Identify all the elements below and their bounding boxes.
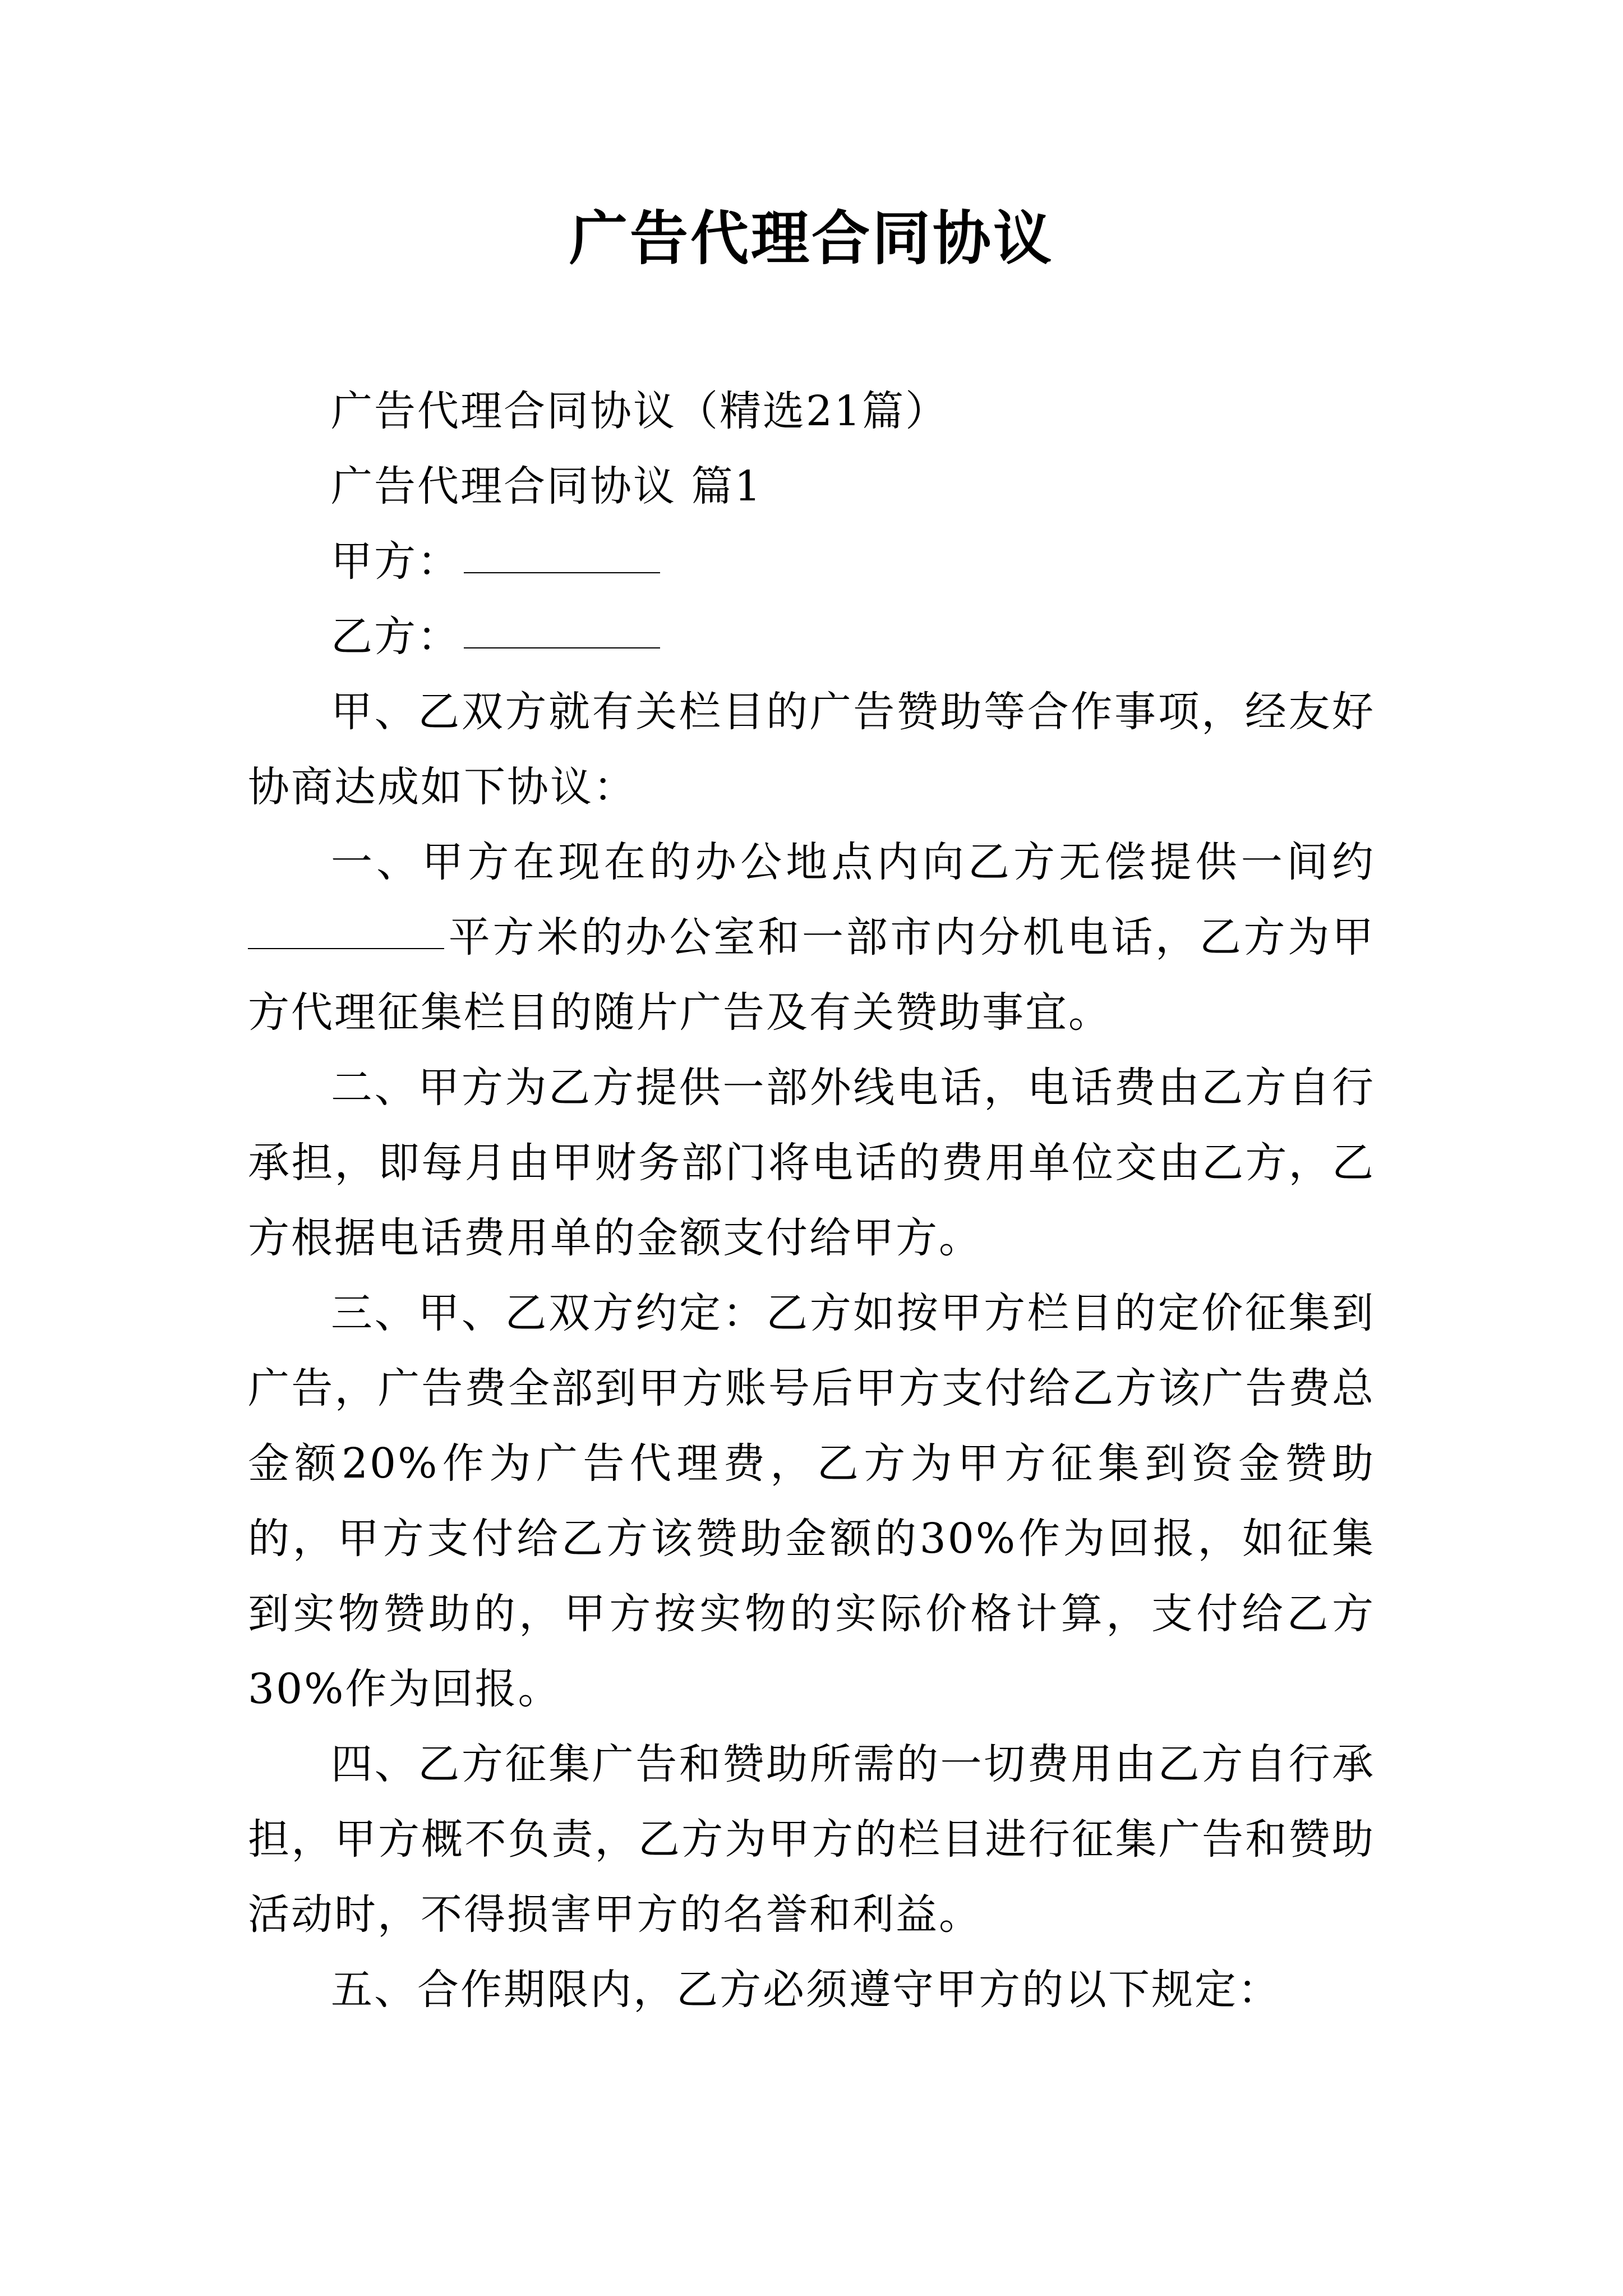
party-a-blank [464,572,660,573]
area-blank [248,947,444,949]
clause-1 [248,825,1375,1050]
subtitle: 广告代理合同协议（精选21篇） [331,387,949,435]
party-a-line [248,524,1375,599]
party-b-blank [464,647,660,648]
clause-4: 四、乙方征集广告和赞助所需的一切费用由乙方自行承担，甲方概不负责，乙方为甲方的栏目进行征集广告和赞助活动时，不得损害甲方的名誉和利益。 [248,1740,1375,1939]
document-title: 广告代理合同协议 [569,204,1054,273]
clause-1-part2: 平方米的办公室和一部市内分机电话，乙方为甲方代理征集栏目的随片广告及有关赞助事宜。 [248,913,1375,1037]
document-body [248,374,1375,2027]
clause-2: 二、甲方为乙方提供一部外线电话，电话费由乙方自行承担，即每月由甲财务部门将电话的费用单位交由乙方，乙方根据电话费用单的金额支付给甲方。 [248,1064,1375,1262]
party-a-label: 甲方： [331,537,460,586]
clause-5: 五、合作期限内，乙方必须遵守甲方的以下规定： [331,1966,1281,2014]
party-b-label: 乙方： [331,613,460,661]
clause-3: 三、甲、乙双方约定：乙方如按甲方栏目的定价征集到广告，广告费全部到甲方账号后甲方支付给乙方该广告费总金额20%作为广告代理费，乙方为甲方征集到资金赞助的，甲方支付给乙方该赞助金额的30%作为回报，如征集到实物赞助的，甲方按实物的实际价格计算，支付给乙方30%作为回报。 [248,1289,1375,1713]
party-b-line [248,599,1375,674]
clause-1-part1: 一、甲方在现在的办公地点内向乙方无偿提供一间约 [331,838,1375,886]
section-heading: 广告代理合同协议 篇1 [331,462,763,510]
intro-paragraph: 甲、乙双方就有关栏目的广告赞助等合作事项，经友好协商达成如下协议： [248,688,1375,811]
